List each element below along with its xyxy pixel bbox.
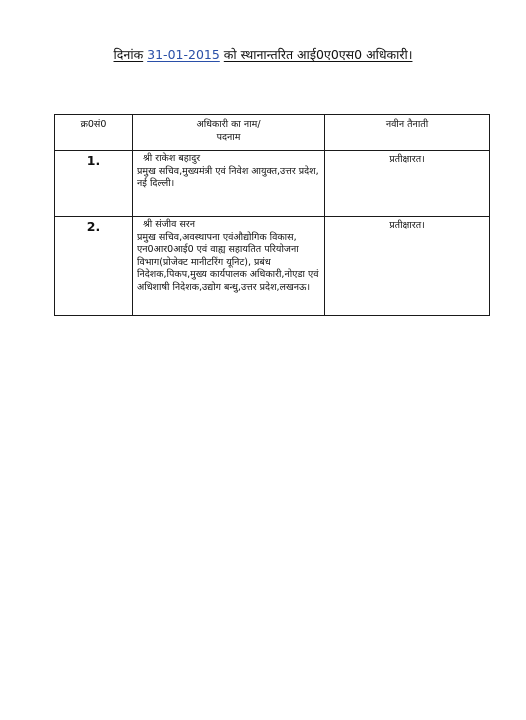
heading-prefix: दिनांक (113, 47, 144, 62)
designation-line: प्रमुख सचिव,मुख्यमंत्री एवं निवेश आयुक्त,उत्तर प्रदेश, (137, 165, 319, 177)
new-posting: प्रतीक्षारत। (325, 217, 490, 316)
transfer-table (54, 114, 490, 316)
officer-name: श्री राकेश बहादुर (143, 153, 201, 164)
serial-number: 1. (55, 151, 133, 217)
table-row (55, 217, 490, 316)
designation-line: एन0आर0आई0 एवं वाह्य सहायतित परियोजना (137, 244, 299, 255)
designation-line: प्रमुख सचिव,अवस्थापना एवंऔद्योगिक विकास, (137, 231, 297, 243)
officer-name-cell (133, 217, 325, 316)
new-posting: प्रतीक्षारत। (325, 151, 490, 217)
header-new-posting: नवीन तैनाती (325, 115, 490, 151)
designation-line: अधिशाषी निदेशक,उद्योग बन्धु,उत्तर प्रदेश,लखनऊ। (137, 281, 311, 293)
page-title (0, 46, 526, 64)
heading-suffix: को स्थानान्तरित आई0ए0एस0 अधिकारी। (223, 47, 413, 62)
header-name-line1: अधिकारी का नाम/ (196, 119, 261, 130)
header-name-line2: पदनाम (216, 131, 241, 143)
table-header-row (55, 115, 490, 151)
designation-line: निदेशक,पिकप,मुख्य कार्यपालक अधिकारी,नोएडा एवं (137, 269, 319, 280)
header-name (133, 115, 325, 151)
designation-line: नई दिल्ली। (137, 178, 175, 189)
officer-name: श्री संजीव सरन (143, 219, 196, 230)
table-row (55, 151, 490, 217)
officer-name-cell (133, 151, 325, 217)
designation-line: विभाग(प्रोजेक्ट मानीटरिंग यूनिट), प्रबंध (137, 256, 271, 268)
header-serial: क्र0सं0 (55, 115, 133, 151)
heading-date: 31-01-2015 (147, 47, 220, 62)
serial-number: 2. (55, 217, 133, 316)
